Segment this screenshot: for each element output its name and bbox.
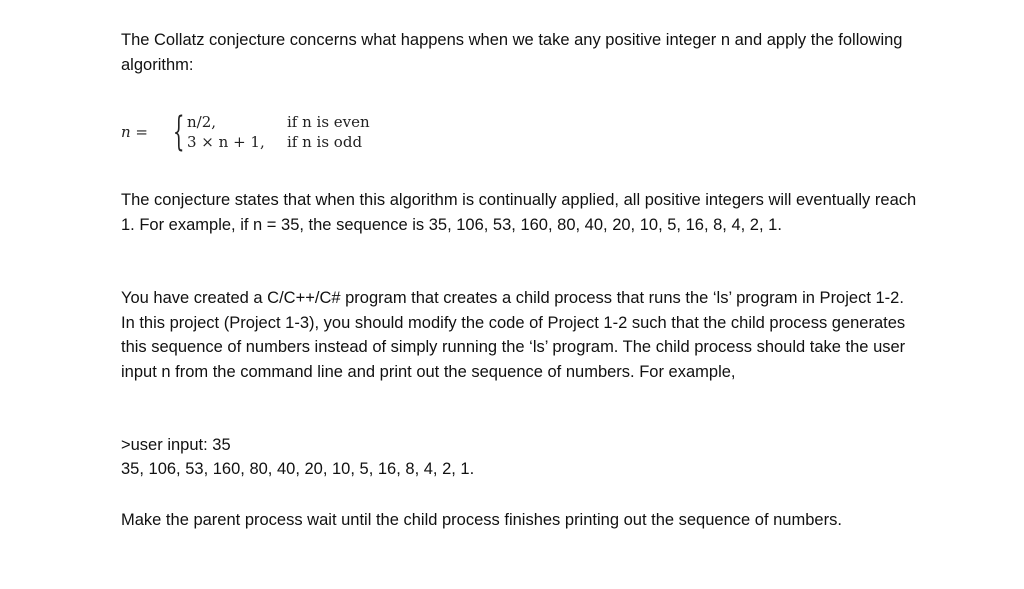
equation-brace: {: [173, 109, 185, 155]
intro-paragraph: The Collatz conjecture concerns what happens when we take any positive integer n and apply the following algorithm:: [121, 31, 903, 74]
wait-paragraph: Make the parent process wait until the child process finishes printing out the sequence of numbers.: [121, 511, 842, 529]
equation-case-even: [187, 112, 370, 132]
case-odd-expression: 3 × n + 1,: [187, 133, 265, 151]
conjecture-paragraph: The conjecture states that when this algorithm is continually applied, all positive integers will eventually reach 1. For example, if n = 35, the sequence is 35, 106, 53, 160, 80, 40, 20, 10, 5, 16, 8, 4, 2, 1.: [121, 191, 917, 234]
case-even-expression: n/2,: [187, 113, 217, 131]
equation-case-odd: [187, 132, 362, 152]
case-even-condition: if n is even: [287, 113, 370, 131]
case-odd-condition: if n is odd: [287, 133, 363, 151]
collatz-equation: [121, 110, 441, 160]
example-output-line: 35, 106, 53, 160, 80, 40, 20, 10, 5, 16, 8, 4, 2, 1.: [121, 460, 475, 478]
example-input-line: >user input: 35: [121, 436, 231, 454]
equation-lhs: n =: [121, 123, 148, 141]
task-paragraph: You have created a C/C++/C# program that creates a child process that runs the ‘ls’ program in Project 1-2. In this project (Project 1-3), you should modify the code of Project 1-2 such that the child process generates this sequence of numbers instead of simply running the ‘ls’ program. The child process should take the user input n from the command line and print out the sequence of numbers. For example,: [121, 289, 906, 381]
